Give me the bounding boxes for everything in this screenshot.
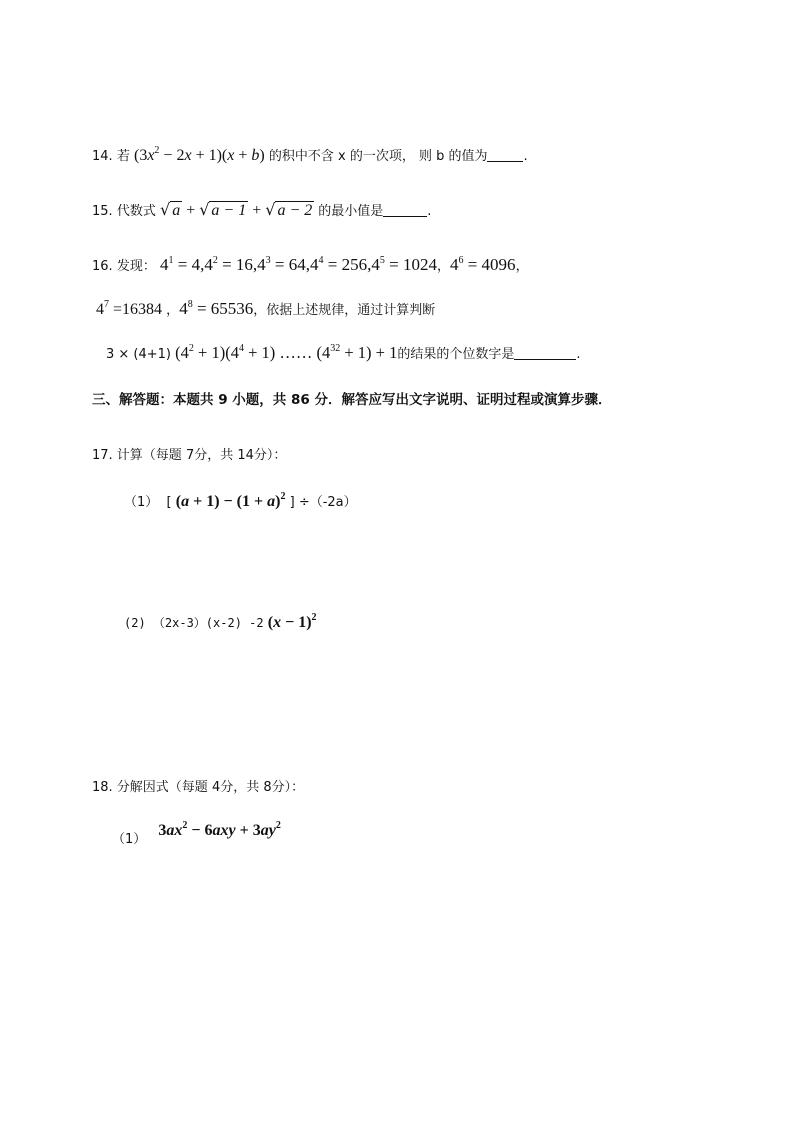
q17-part-2 [124, 614, 317, 632]
q14-post: 的积中不含 x 的一次项， 则 b 的值为 [268, 149, 488, 164]
section-3-heading: 三、解答题：本题共 9 小题，共 86 分．解答应写出文字说明、证明过程或演算步骤． [92, 392, 612, 408]
q16-power-6: $4^6 = 4096$ [449, 255, 516, 274]
q16-pre: 发现： [116, 259, 156, 274]
q16-number: 16. [92, 259, 113, 274]
q15-post: 的最小值是 [318, 204, 384, 219]
q15-formula: √ a + √ a − 1 + √ a − 2 [159, 200, 313, 219]
q18-p1-label: （1） [112, 832, 147, 847]
q18-p1-formula: $3ax^2 - 6axy + 3ay^2$ [158, 820, 281, 839]
question-17-title: 17. 计算（每题 7分，共 14分）： [92, 448, 287, 463]
question-16: 16. 发现： $4^1 = 4,4^2 = 16,4^3 = 64,4^4 = 256,4^5 = 1024$，$4^6 = 4096$， [92, 255, 529, 274]
q16-line-3 [106, 343, 581, 363]
q18-part-1 [112, 820, 281, 847]
q14-formula: $(3x^2 - 2x + 1)(x + b)$ [133, 145, 265, 164]
q17-p1-tail: ÷（-2a） [298, 495, 357, 510]
q14-pre: 若 [116, 149, 130, 164]
q14-answer-blank[interactable] [487, 149, 523, 162]
q16-product-formula: $(4^2 + 1)(4^4 + 1)$ …… $(4^{32} + 1) + 1$ [175, 343, 398, 362]
q17-p2-label: (2) （2x-3）(x-2) -2 [124, 616, 264, 630]
q16-line3-pre: 3 × (4+1) [106, 347, 172, 362]
q16-line2-text: ，依据上述规律，通过计算判断 [253, 303, 436, 318]
q15-pre: 代数式 [116, 204, 156, 219]
question-15 [92, 200, 431, 220]
q16-answer-blank[interactable] [514, 347, 576, 360]
q16-line-2: $4^7 =16384$ ，$4^8 = 65536$，依据上述规律，通过计算判断 [96, 299, 436, 318]
q16-end: . [576, 347, 581, 362]
q15-number: 15. [92, 204, 113, 219]
q14-number: 14. [92, 149, 113, 164]
q16-power-8: $4^8 = 65536$ [179, 299, 254, 318]
question-14 [92, 146, 528, 165]
q14-end: . [523, 149, 528, 164]
q16-powers-formula: $4^1 = 4,4^2 = 16,4^3 = 64,4^4 = 256,4^5 = 1024$ [159, 255, 437, 274]
question-18-title: 18. 分解因式（每题 4分，共 8分）： [92, 780, 305, 795]
q17-p1-label: （1） [124, 495, 159, 510]
q16-line3-post: 的结果的个位数字是 [397, 347, 515, 362]
q16-power-7: $4^7 =16384$ [96, 299, 163, 318]
q17-p2-formula: $(x - 1)^2$ [267, 612, 317, 631]
q15-answer-blank[interactable] [383, 204, 427, 217]
q17-p1-formula: $(a + 1) - (1 + a)^2$ [175, 491, 286, 510]
q15-end: . [427, 204, 432, 219]
q17-part-1: （1） [ $(a + 1) - (1 + a)^2$ ] ÷（-2a） [124, 491, 357, 510]
